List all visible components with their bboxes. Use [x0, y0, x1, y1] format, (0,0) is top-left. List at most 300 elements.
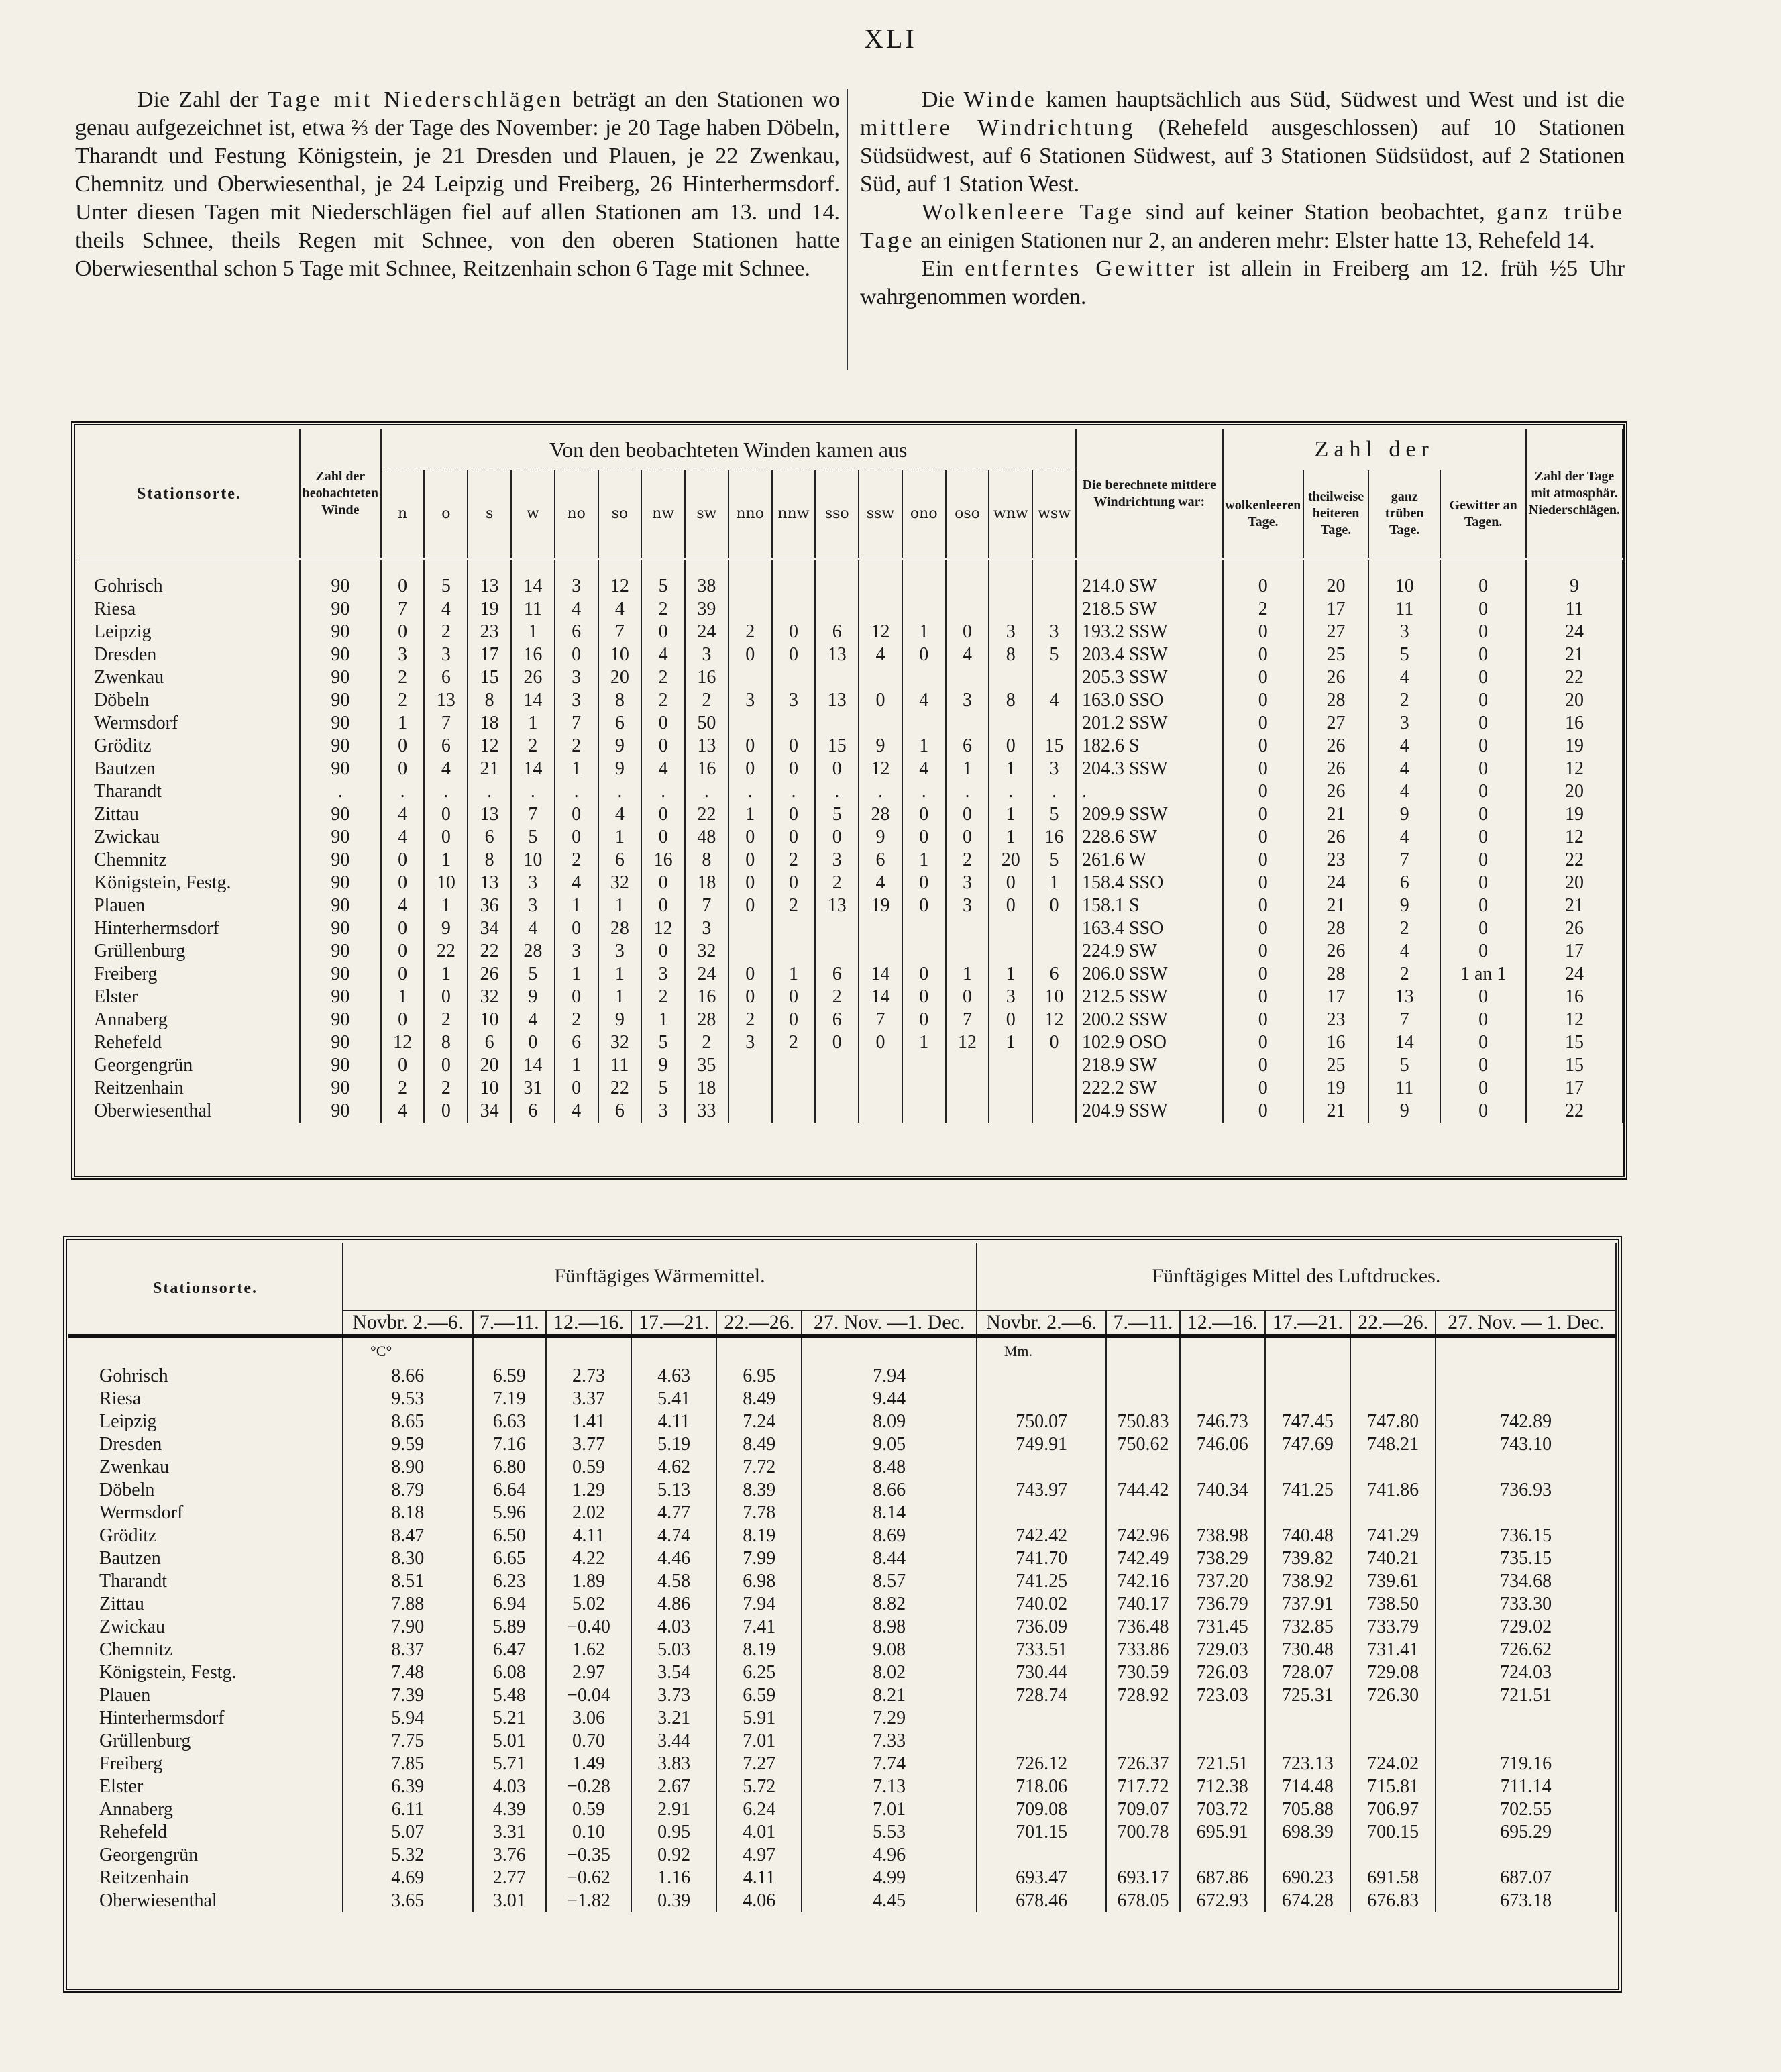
direction-count-cell: 3 [815, 849, 859, 872]
direction-count-cell: 0 [641, 894, 685, 917]
day-count-cell: 23 [1303, 849, 1368, 872]
day-count-cell: 21 [1303, 803, 1368, 826]
day-count-cell: 0 [1440, 643, 1526, 666]
station-cell: Plauen [68, 1684, 343, 1707]
table-row [79, 917, 1623, 940]
direction-count-cell: 0 [424, 986, 468, 1008]
temperature-cell: 7.94 [802, 1365, 976, 1388]
direction-count-cell [946, 598, 989, 621]
direction-count-cell: . [468, 780, 511, 803]
pressure-cell: 674.28 [1265, 1889, 1350, 1912]
direction-count-cell: 0 [641, 803, 685, 826]
station-cell: Wermsdorf [68, 1502, 343, 1524]
unit-spacer [68, 1336, 343, 1365]
direction-count-cell: 0 [772, 758, 816, 780]
temperature-cell: 4.74 [631, 1524, 716, 1547]
table-row [68, 1410, 1616, 1433]
direction-count-cell: 14 [511, 689, 555, 712]
pressure-cell [1265, 1844, 1350, 1867]
day-count-cell: 12 [1526, 826, 1623, 849]
day-count-cell: 15 [1526, 1054, 1623, 1077]
direction-count-cell: 0 [728, 735, 772, 758]
pressure-cell [1106, 1365, 1179, 1388]
temperature-cell: 7.19 [473, 1388, 546, 1410]
direction-count-cell: 0 [641, 872, 685, 894]
pressure-cell: 747.45 [1265, 1410, 1350, 1433]
direction-count-cell [946, 559, 989, 598]
direction-count-cell: 8 [424, 1031, 468, 1054]
direction-count-cell: 0 [641, 735, 685, 758]
day-count-cell: 12 [1526, 758, 1623, 780]
direction-count-cell: 0 [902, 1008, 946, 1031]
table-row [79, 963, 1623, 986]
direction-count-cell: 0 [728, 849, 772, 872]
direction-count-cell: 0 [772, 643, 816, 666]
overcast-header: ganz trüben Tage. [1368, 470, 1440, 560]
pressure-cell: 714.48 [1265, 1775, 1350, 1798]
direction-count-cell: 0 [946, 986, 989, 1008]
direction-count-cell [728, 666, 772, 689]
pressure-cell [1265, 1707, 1350, 1730]
direction-count-cell: 4 [946, 643, 989, 666]
direction-count-cell [946, 917, 989, 940]
direction-count-cell: 1 [989, 758, 1032, 780]
direction-count-cell: 3 [598, 940, 642, 963]
pressure-period-header: 12.—16. [1180, 1310, 1265, 1336]
station-cell: Freiberg [68, 1753, 343, 1775]
temperature-cell: 8.98 [802, 1616, 976, 1639]
temperature-cell: 9.53 [343, 1388, 473, 1410]
mean-direction-header: Die berechnete mittlere Windrichtung war: [1076, 429, 1223, 559]
station-cell: Elster [79, 986, 300, 1008]
temperature-cell: 4.96 [802, 1844, 976, 1867]
pressure-cell: 729.03 [1180, 1639, 1265, 1661]
day-count-cell: 2 [1368, 917, 1440, 940]
direction-count-cell: 0 [946, 621, 989, 643]
direction-count-cell: . [641, 780, 685, 803]
day-count-cell: 0 [1440, 1077, 1526, 1100]
temperature-cell: 4.86 [631, 1593, 716, 1616]
direction-count-cell: . [989, 780, 1032, 803]
direction-count-cell: 0 [772, 1008, 816, 1031]
day-count-cell: 20 [1526, 780, 1623, 803]
pressure-cell: 690.23 [1265, 1867, 1350, 1889]
text-span: Die [922, 87, 964, 112]
pressure-cell [1436, 1365, 1616, 1388]
day-count-cell: 26 [1303, 758, 1368, 780]
table-row [79, 1008, 1623, 1031]
mean-direction-cell: 224.9 SW [1076, 940, 1223, 963]
station-cell: Gohrisch [79, 559, 300, 598]
pressure-cell [977, 1388, 1107, 1410]
direction-count-cell: . [381, 780, 425, 803]
pressure-cell [977, 1844, 1107, 1867]
unit-row [68, 1336, 1616, 1365]
table-row [68, 1502, 1616, 1524]
direction-count-cell: 22 [598, 1077, 642, 1100]
pressure-cell [1436, 1707, 1616, 1730]
day-count-cell: 0 [1223, 1077, 1303, 1100]
partly-header: theilweise heiteren Tage. [1303, 470, 1368, 560]
temperature-period-header: Novbr. 2.—6. [343, 1310, 473, 1336]
pressure-cell: 732.85 [1265, 1616, 1350, 1639]
direction-header-ono: ono [902, 470, 946, 560]
direction-count-cell: 6 [946, 735, 989, 758]
station-cell: Rehefeld [79, 1031, 300, 1054]
direction-count-cell: 3 [728, 1031, 772, 1054]
pressure-cell: 693.47 [977, 1867, 1107, 1889]
pressure-cell [1106, 1730, 1179, 1753]
wind-paragraph [860, 86, 1625, 199]
temperature-cell: 4.03 [631, 1616, 716, 1639]
direction-count-cell: . [685, 780, 728, 803]
pressure-cell: 740.17 [1106, 1593, 1179, 1616]
direction-count-cell: 12 [641, 917, 685, 940]
direction-count-cell: 9 [859, 735, 902, 758]
day-count-cell: 0 [1223, 940, 1303, 963]
day-count-cell: 24 [1303, 872, 1368, 894]
day-count-cell: 3 [1368, 621, 1440, 643]
observed-count-cell: 90 [300, 963, 381, 986]
direction-count-cell: 5 [511, 826, 555, 849]
direction-count-cell: 4 [598, 598, 642, 621]
unit-spacer [1436, 1336, 1616, 1365]
direction-count-cell: 7 [946, 1008, 989, 1031]
direction-count-cell: 0 [555, 986, 598, 1008]
day-count-cell: 13 [1368, 986, 1440, 1008]
temperature-cell: 3.37 [546, 1388, 631, 1410]
direction-count-cell: 10 [1032, 986, 1076, 1008]
direction-count-cell [1032, 666, 1076, 689]
station-cell: Zwenkau [79, 666, 300, 689]
direction-count-cell: . [728, 780, 772, 803]
day-count-cell: 0 [1440, 735, 1526, 758]
day-count-cell: 26 [1303, 780, 1368, 803]
winds-from-header: Von den beobachteten Winden kamen aus [381, 429, 1076, 470]
station-cell: Leipzig [68, 1410, 343, 1433]
direction-count-cell: 4 [902, 758, 946, 780]
direction-header-nno: nno [728, 470, 772, 560]
direction-count-cell: 2 [772, 1031, 816, 1054]
direction-count-cell: 2 [555, 735, 598, 758]
station-cell: Dresden [79, 643, 300, 666]
station-cell: Wermsdorf [79, 712, 300, 735]
direction-count-cell [1032, 1054, 1076, 1077]
pressure-cell: 742.96 [1106, 1524, 1179, 1547]
direction-count-cell: 32 [685, 940, 728, 963]
day-count-cell: 27 [1303, 712, 1368, 735]
pressure-cell: 703.72 [1180, 1798, 1265, 1821]
day-count-cell: 4 [1368, 758, 1440, 780]
temperature-cell: 7.24 [716, 1410, 802, 1433]
direction-count-cell: 32 [598, 1031, 642, 1054]
direction-count-cell: 0 [772, 803, 816, 826]
observed-count-cell: 90 [300, 986, 381, 1008]
day-count-cell: 4 [1368, 940, 1440, 963]
direction-count-cell: 0 [381, 621, 425, 643]
observed-count-cell: 90 [300, 643, 381, 666]
direction-count-cell: 1 [424, 963, 468, 986]
direction-count-cell: 0 [1032, 894, 1076, 917]
direction-count-cell: 2 [728, 621, 772, 643]
direction-count-cell: 4 [1032, 689, 1076, 712]
pressure-cell: 728.74 [977, 1684, 1107, 1707]
direction-count-cell: 1 [598, 894, 642, 917]
temperature-cell: 3.06 [546, 1707, 631, 1730]
direction-count-cell: 7 [555, 712, 598, 735]
direction-count-cell: 7 [859, 1008, 902, 1031]
table-row [68, 1433, 1616, 1456]
pressure-cell: 741.70 [977, 1547, 1107, 1570]
table-row [68, 1616, 1616, 1639]
table-row [79, 758, 1623, 780]
direction-count-cell [946, 1054, 989, 1077]
direction-count-cell: 16 [685, 758, 728, 780]
mean-direction-cell: 204.3 SSW [1076, 758, 1223, 780]
temperature-cell: 3.65 [343, 1889, 473, 1912]
direction-count-cell: 0 [815, 1031, 859, 1054]
day-count-cell: 0 [1440, 1031, 1526, 1054]
temperature-cell: 8.69 [802, 1524, 976, 1547]
direction-count-cell [859, 1077, 902, 1100]
direction-count-cell: 4 [511, 1008, 555, 1031]
direction-count-cell: 4 [381, 826, 425, 849]
direction-count-cell: 6 [815, 963, 859, 986]
direction-count-cell: 2 [381, 1077, 425, 1100]
direction-count-cell: 16 [641, 849, 685, 872]
mean-direction-cell: 163.0 SSO [1076, 689, 1223, 712]
temperature-cell: 5.71 [473, 1753, 546, 1775]
day-count-cell: 2 [1368, 963, 1440, 986]
day-count-cell: 17 [1526, 940, 1623, 963]
direction-count-cell: 28 [685, 1008, 728, 1031]
direction-count-cell: 3 [555, 666, 598, 689]
text-span: kamen hauptsächlich aus Süd, Südwest und West und ist die [1036, 87, 1625, 112]
direction-count-cell: 6 [468, 826, 511, 849]
station-cell: Gröditz [79, 735, 300, 758]
direction-header-no: no [555, 470, 598, 560]
direction-count-cell: 0 [641, 940, 685, 963]
direction-count-cell: 10 [511, 849, 555, 872]
direction-count-cell: 0 [902, 803, 946, 826]
pressure-cell [1180, 1502, 1265, 1524]
direction-count-cell: 13 [468, 559, 511, 598]
direction-count-cell: 0 [902, 826, 946, 849]
station-cell: Zittau [79, 803, 300, 826]
table-row [79, 1054, 1623, 1077]
direction-count-cell: 8 [989, 643, 1032, 666]
direction-count-cell: 1 [989, 963, 1032, 986]
pressure-cell: 719.16 [1436, 1753, 1616, 1775]
table-row [79, 598, 1623, 621]
day-count-cell: 0 [1440, 826, 1526, 849]
direction-count-cell: 8 [685, 849, 728, 872]
pressure-cell: 673.18 [1436, 1889, 1616, 1912]
direction-count-cell [859, 1100, 902, 1123]
table-row [79, 894, 1623, 917]
direction-count-cell: 3 [989, 621, 1032, 643]
direction-count-cell [1032, 940, 1076, 963]
pressure-cell: 737.20 [1180, 1570, 1265, 1593]
table-row [79, 849, 1623, 872]
text-span: Die Zahl der [137, 87, 268, 112]
direction-count-cell: 0 [424, 1054, 468, 1077]
table-row [68, 1661, 1616, 1684]
direction-count-cell: 1 [381, 986, 425, 1008]
table-row [68, 1456, 1616, 1479]
direction-count-cell: 14 [859, 963, 902, 986]
mean-direction-cell: 206.0 SSW [1076, 963, 1223, 986]
pressure-cell: 739.61 [1350, 1570, 1436, 1593]
table-row [68, 1867, 1616, 1889]
direction-count-cell [728, 598, 772, 621]
direction-count-cell: 36 [468, 894, 511, 917]
station-cell: Annaberg [79, 1008, 300, 1031]
pressure-cell: 726.03 [1180, 1661, 1265, 1684]
pressure-cell: 721.51 [1180, 1753, 1265, 1775]
text-span: sind auf keiner Station beobachtet, [1134, 200, 1497, 225]
station-cell: Zwickau [68, 1616, 343, 1639]
pressure-cell: 701.15 [977, 1821, 1107, 1844]
day-count-cell: 0 [1440, 803, 1526, 826]
direction-count-cell: . [859, 780, 902, 803]
pressure-cell: 750.83 [1106, 1410, 1179, 1433]
temperature-cell: 7.85 [343, 1753, 473, 1775]
direction-count-cell: 4 [555, 872, 598, 894]
direction-count-cell: 31 [511, 1077, 555, 1100]
direction-count-cell: 0 [641, 621, 685, 643]
temperature-cell: −0.40 [546, 1616, 631, 1639]
temperature-cell: 8.90 [343, 1456, 473, 1479]
day-count-cell: 0 [1223, 666, 1303, 689]
direction-count-cell: . [1032, 780, 1076, 803]
direction-count-cell [946, 712, 989, 735]
direction-count-cell: 0 [424, 826, 468, 849]
direction-count-cell: 2 [815, 986, 859, 1008]
pressure-cell: 736.15 [1436, 1524, 1616, 1547]
direction-header-wsw: wsw [1032, 470, 1076, 560]
direction-count-cell: . [902, 780, 946, 803]
temperature-cell: 4.03 [473, 1775, 546, 1798]
direction-count-cell: 4 [902, 689, 946, 712]
temperature-cell: 3.77 [546, 1433, 631, 1456]
day-count-cell: 0 [1440, 758, 1526, 780]
observed-count-cell: 90 [300, 758, 381, 780]
pressure-cell: 738.98 [1180, 1524, 1265, 1547]
table-row [79, 689, 1623, 712]
direction-count-cell: 2 [685, 1031, 728, 1054]
pressure-cell: 736.93 [1436, 1479, 1616, 1502]
text-span: an einigen Stationen nur 2, an anderen mehr: Elster hatte 13, Rehefeld 14. [914, 228, 1595, 253]
pressure-cell: 740.34 [1180, 1479, 1265, 1502]
direction-count-cell: 0 [728, 643, 772, 666]
pressure-cell: 726.30 [1350, 1684, 1436, 1707]
direction-header-w: w [511, 470, 555, 560]
observed-count-cell: 90 [300, 621, 381, 643]
mean-direction-cell: 209.9 SSW [1076, 803, 1223, 826]
direction-count-cell: 0 [381, 735, 425, 758]
direction-count-cell: 1 [555, 894, 598, 917]
day-count-cell: 0 [1440, 712, 1526, 735]
direction-count-cell: 14 [511, 559, 555, 598]
direction-count-cell: 0 [728, 986, 772, 1008]
pressure-cell: 723.13 [1265, 1753, 1350, 1775]
direction-count-cell: 7 [685, 894, 728, 917]
direction-count-cell: 26 [468, 963, 511, 986]
temperature-cell: 8.48 [802, 1456, 976, 1479]
direction-count-cell: 0 [555, 803, 598, 826]
temperature-cell: 4.11 [716, 1867, 802, 1889]
pressure-cell: 743.10 [1436, 1433, 1616, 1456]
station-cell: Döbeln [68, 1479, 343, 1502]
observed-count-cell: 90 [300, 598, 381, 621]
day-count-cell: 0 [1440, 666, 1526, 689]
direction-count-cell: 6 [815, 621, 859, 643]
intro-right-column [860, 86, 1625, 311]
day-count-cell: 14 [1368, 1031, 1440, 1054]
pressure-cell: 730.48 [1265, 1639, 1350, 1661]
temperature-cell: 4.62 [631, 1456, 716, 1479]
temperature-cell: 5.13 [631, 1479, 716, 1502]
temperature-cell: −0.04 [546, 1684, 631, 1707]
direction-count-cell: 33 [685, 1100, 728, 1123]
direction-count-cell: 1 [772, 963, 816, 986]
station-cell: Plauen [79, 894, 300, 917]
direction-count-cell [902, 917, 946, 940]
direction-count-cell [1032, 559, 1076, 598]
direction-count-cell [772, 1054, 816, 1077]
pressure-cell: 687.86 [1180, 1867, 1265, 1889]
table-row [79, 712, 1623, 735]
direction-count-cell: 11 [511, 598, 555, 621]
temperature-cell: −1.82 [546, 1889, 631, 1912]
pressure-cell: 736.79 [1180, 1593, 1265, 1616]
temperature-cell: 8.21 [802, 1684, 976, 1707]
temperature-cell: 4.97 [716, 1844, 802, 1867]
direction-count-cell: 0 [989, 894, 1032, 917]
direction-count-cell: 0 [381, 963, 425, 986]
day-count-cell: 26 [1526, 917, 1623, 940]
day-count-cell: 0 [1223, 963, 1303, 986]
mean-direction-cell: 193.2 SSW [1076, 621, 1223, 643]
direction-count-cell: 5 [511, 963, 555, 986]
direction-count-cell: 5 [641, 1031, 685, 1054]
pressure-cell: 738.50 [1350, 1593, 1436, 1616]
pressure-cell: 744.42 [1106, 1479, 1179, 1502]
temperature-cell: 3.54 [631, 1661, 716, 1684]
day-count-cell: 0 [1223, 1008, 1303, 1031]
direction-count-cell: 3 [1032, 621, 1076, 643]
direction-count-cell [902, 1100, 946, 1123]
direction-count-cell [815, 598, 859, 621]
temperature-cell: 1.29 [546, 1479, 631, 1502]
temperature-cell: 5.21 [473, 1707, 546, 1730]
day-count-cell: 11 [1368, 598, 1440, 621]
direction-count-cell [772, 940, 816, 963]
temperature-cell: 7.94 [716, 1593, 802, 1616]
temperature-cell: 8.57 [802, 1570, 976, 1593]
direction-count-cell: 22 [424, 940, 468, 963]
direction-count-cell: 4 [641, 643, 685, 666]
station-header: Stationsorte. [68, 1243, 343, 1336]
direction-count-cell: 3 [1032, 758, 1076, 780]
text-span: (Rehefeld ausgeschlossen) auf 10 Stationen Südsüdwest, auf 6 Stationen Südwest, auf 3 Stationen Südsüdost, auf 2 Stationen Süd, auf 1 Station West. [860, 115, 1625, 197]
temperature-cell: 5.19 [631, 1433, 716, 1456]
day-count-cell: 5 [1368, 1054, 1440, 1077]
direction-count-cell: 4 [859, 872, 902, 894]
day-count-cell: 27 [1303, 621, 1368, 643]
temperature-cell: 8.14 [802, 1502, 976, 1524]
